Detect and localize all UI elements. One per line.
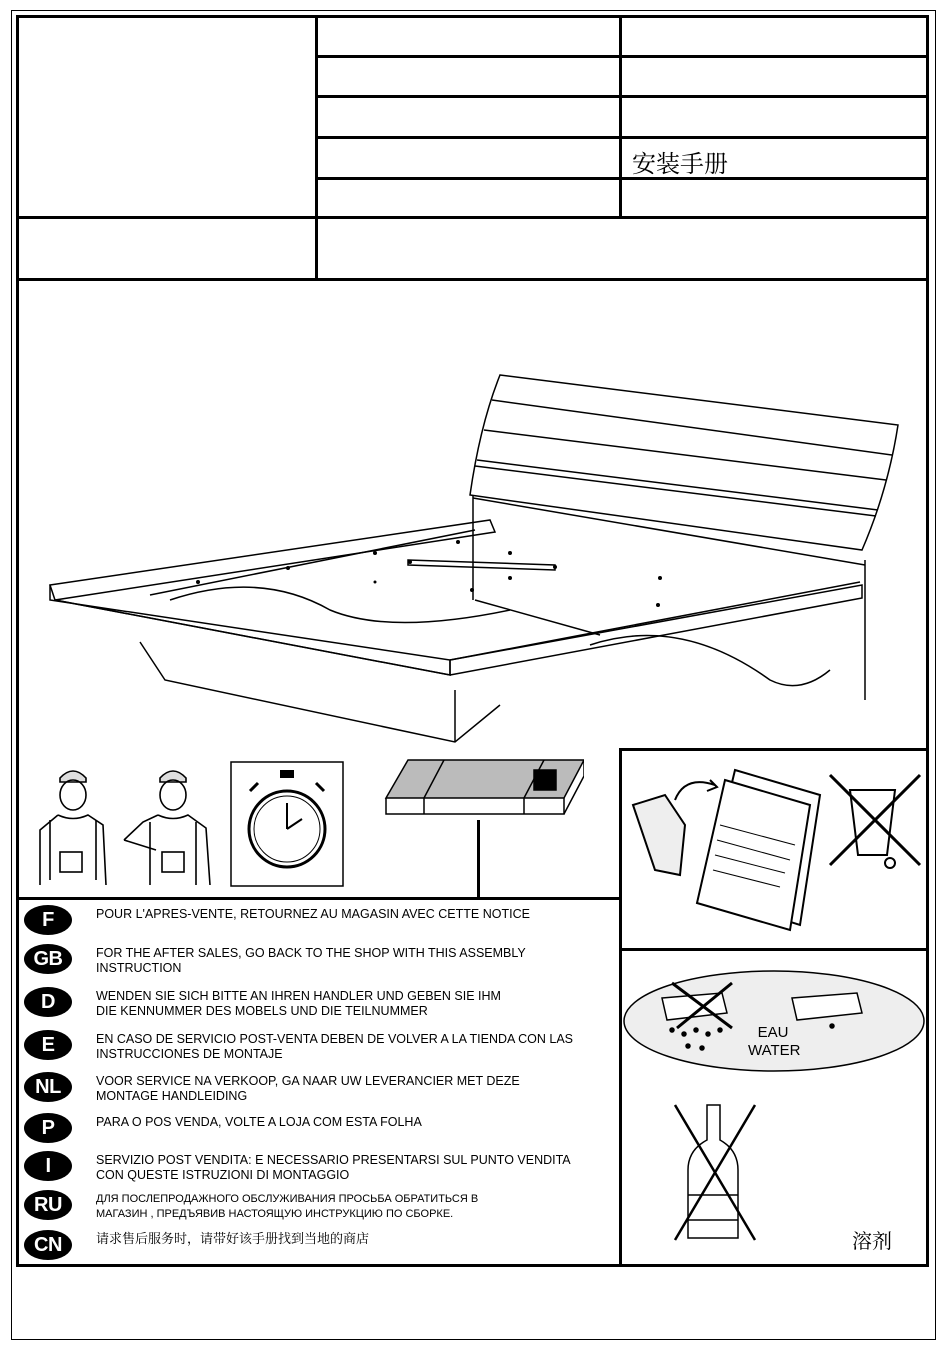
- header-bottom-divider: [16, 278, 929, 281]
- right-box-divider: [620, 948, 929, 951]
- header-row-line: [316, 55, 929, 58]
- package-icon: [384, 756, 584, 816]
- header-col-divider-2: [619, 15, 622, 218]
- lang-row-nl: [22, 1072, 612, 1106]
- lang-badge-gb: GB: [24, 944, 72, 974]
- lang-badge-e: E: [24, 1030, 72, 1060]
- water-label-en: WATER: [748, 1042, 801, 1059]
- right-box-top: [620, 748, 929, 751]
- water-label-fr: EAU: [757, 1024, 789, 1041]
- two-workers-icon: [28, 760, 228, 888]
- lang-row-ru: [22, 1190, 612, 1224]
- bed-illustration: [30, 360, 910, 750]
- water-label: [748, 1024, 801, 1060]
- lang-badge-p: P: [24, 1113, 72, 1143]
- lang-badge-d: D: [24, 987, 72, 1017]
- lang-row-d: [22, 987, 612, 1021]
- lang-text-e: EN CASO DE SERVICIO POST-VENTA DEBEN DE VOLVER A LA TIENDA CON LAS INSTRUCCIONES DE MONTAJE: [96, 1032, 574, 1061]
- lang-text-i: SERVIZIO POST VENDITA: E NECESSARIO PRESENTARSI SUL PUNTO VENDITA CON QUESTE ISTRUZIONI DI MONTAGGIO: [96, 1153, 571, 1182]
- lang-row-i: [22, 1151, 612, 1185]
- no-solvent-bottle-icon: [670, 1100, 760, 1245]
- lang-badge-f: F: [24, 905, 72, 935]
- lang-text-f: POUR L'APRES-VENTE, RETOURNEZ AU MAGASIN AVEC CETTE NOTICE: [96, 907, 530, 921]
- lang-text-d: WENDEN SIE SICH BITTE AN IHREN HANDLER UND GEBEN SIE IHM DIE KENNUMMER DES MOBELS UND DIE TEILNUMMER: [96, 989, 501, 1018]
- lang-badge-cn: CN: [24, 1230, 72, 1260]
- language-section-top: [16, 897, 621, 900]
- manual-title-cn: 安装手册: [632, 150, 728, 178]
- lang-badge-i: I: [24, 1151, 72, 1181]
- lang-text-p: PARA O POS VENDA, VOLTE A LOJA COM ESTA FOLHA: [96, 1115, 422, 1129]
- lang-text-cn: 请求售后服务时，请带好该手册找到当地的商店: [96, 1232, 370, 1247]
- lang-text-nl: VOOR SERVICE NA VERKOOP, GA NAAR UW LEVERANCIER MET DEZE MONTAGE HANDLEIDING: [96, 1074, 520, 1103]
- lang-row-e: [22, 1030, 612, 1064]
- keep-documents-icon: [625, 755, 925, 940]
- pointer-line: [477, 820, 480, 898]
- solvent-label: 溶剂: [852, 1229, 892, 1253]
- lang-badge-nl: NL: [24, 1072, 72, 1102]
- lang-row-f: [22, 905, 612, 939]
- lang-badge-ru: RU: [24, 1190, 72, 1220]
- lang-text-gb: FOR THE AFTER SALES, GO BACK TO THE SHOP WITH THIS ASSEMBLY INSTRUCTION: [96, 946, 526, 975]
- header-row-line: [316, 177, 929, 180]
- lang-row-p: [22, 1113, 612, 1147]
- lang-text-ru: ДЛЯ ПОСЛЕПРОДАЖНОГО ОБСЛУЖИВАНИЯ ПРОСЬБА ОБРАТИТЬСЯ В МАГАЗИН , ПРЕДЪЯВИВ НАСТОЯЩУЮ ИНСТРУКЦИЮ ПО СБОРКЕ.: [96, 1193, 479, 1220]
- stopwatch-icon: [230, 761, 344, 887]
- lang-row-cn: [22, 1230, 612, 1264]
- header-divider: [16, 216, 929, 219]
- lang-row-gb: [22, 944, 612, 978]
- header-row-line: [316, 136, 929, 139]
- header-row-line: [316, 95, 929, 98]
